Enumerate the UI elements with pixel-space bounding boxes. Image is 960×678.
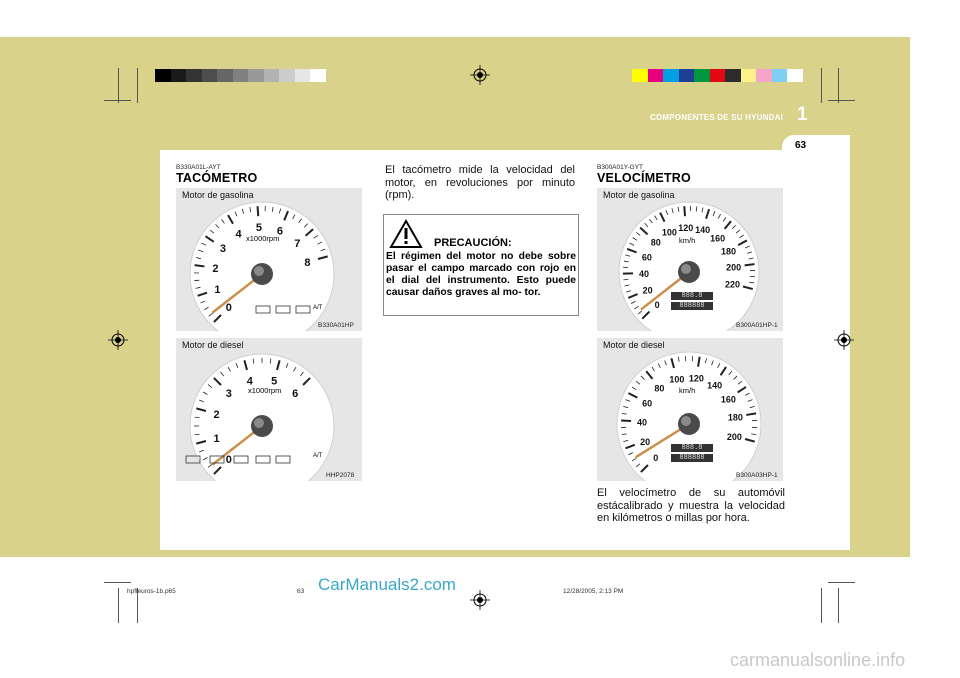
tick-label: 1 <box>214 284 221 297</box>
speedo-gas-unit: km/h <box>679 236 696 245</box>
color-bar <box>632 69 803 82</box>
tach-description: El tacómetro mide la velocidad del motor, en revoluciones por minuto (rpm). <box>385 164 575 201</box>
color-swatch <box>279 69 295 82</box>
color-swatch <box>202 69 218 82</box>
warning-triangle-icon <box>389 219 423 249</box>
tick-label: 7 <box>294 238 301 251</box>
crop-mark <box>828 100 855 101</box>
tick-label: 180 <box>727 412 743 423</box>
tick-label: 2 <box>212 262 219 275</box>
tach-diesel-label: Motor de diesel <box>182 340 244 350</box>
tach-gas-code: B330A01HP <box>318 322 354 329</box>
speedo-diesel-lcd-odo: 888888 <box>671 454 713 462</box>
tach-gas-unit: x1000rpm <box>246 234 280 243</box>
color-swatch <box>679 69 695 82</box>
color-swatch <box>295 69 311 82</box>
color-swatch <box>710 69 726 82</box>
footer-page: 63 <box>297 588 305 595</box>
color-swatch <box>772 69 788 82</box>
tach-diesel-unit: x1000rpm <box>248 386 282 395</box>
speedo-diesel-code: B300A03HP-1 <box>736 472 778 479</box>
crop-mark <box>821 68 822 103</box>
tach-diesel-code: HHP2078 <box>326 472 355 479</box>
tick-label: 3 <box>225 387 232 400</box>
tick-label: 140 <box>707 380 723 391</box>
color-swatch <box>310 69 326 82</box>
tach-diesel-dial <box>176 338 362 481</box>
tick-label: 80 <box>654 383 665 394</box>
speedo-heading: VELOCÍMETRO <box>597 171 691 185</box>
color-swatch <box>725 69 741 82</box>
registration-target-icon <box>470 590 490 610</box>
tick-label: 160 <box>720 394 736 405</box>
tick-label: 60 <box>642 398 653 409</box>
color-swatch <box>171 69 187 82</box>
color-swatch <box>694 69 710 82</box>
color-swatch <box>741 69 757 82</box>
caution-box <box>383 214 579 316</box>
tach-diesel-figure <box>176 338 362 481</box>
tick-label: 160 <box>710 233 726 244</box>
page-tab <box>782 135 850 157</box>
tick-label: 140 <box>695 225 711 236</box>
caution-title: PRECAUCIÓN: <box>434 237 512 249</box>
speedo-gas-label: Motor de gasolina <box>603 190 675 200</box>
speedo-code: B300A01Y-GYT <box>597 164 644 171</box>
major-tick <box>621 420 631 421</box>
tach-diesel-at: A/T <box>313 453 323 459</box>
tick-label: 200 <box>726 262 742 273</box>
tach-heading: TACÓMETRO <box>176 171 258 185</box>
color-swatch <box>155 69 171 82</box>
caution-text: El régimen del motor no debe sobre pasar el campo marcado con rojo en el dial del instrumento. Esto puede causar daños graves al mo- tor. <box>386 251 576 298</box>
crop-mark <box>137 68 138 103</box>
tick-label: 40 <box>637 417 648 428</box>
crop-mark <box>104 100 131 101</box>
crop-mark <box>118 68 119 103</box>
section-number: 1 <box>797 104 808 125</box>
speedo-gas-figure <box>597 188 783 331</box>
crop-mark <box>118 588 119 623</box>
tick-label: 80 <box>650 237 661 248</box>
crop-mark <box>838 588 839 623</box>
tach-gas-label: Motor de gasolina <box>182 190 254 200</box>
tick-label: 0 <box>225 302 232 315</box>
needle-hub-highlight <box>254 266 264 276</box>
footer-file: hpfleuros-1b.p65 <box>127 588 176 595</box>
speedo-gas-code: B300A01HP-1 <box>736 322 778 329</box>
needle-hub-highlight <box>681 264 691 274</box>
speedo-diesel-lcd-trip: 888.8 <box>671 444 713 452</box>
color-swatch <box>186 69 202 82</box>
tick-label: 180 <box>720 246 737 257</box>
color-swatch <box>233 69 249 82</box>
tick-label: 20 <box>642 285 653 296</box>
tach-gas-dial <box>176 188 362 331</box>
tach-gas-at: A/T <box>313 305 323 311</box>
color-swatch <box>663 69 679 82</box>
tick-label: 0 <box>225 454 232 467</box>
tick-label: 6 <box>292 387 299 400</box>
tach-gas-figure <box>176 188 362 331</box>
speedo-diesel-label: Motor de diesel <box>603 340 665 350</box>
tick-label: 20 <box>640 436 651 447</box>
speedo-gas-lcd-odo: 888888 <box>671 302 713 310</box>
needle-hub-highlight <box>681 416 691 426</box>
tach-code: B330A01L-AYT <box>176 164 221 171</box>
tick-label: 100 <box>669 374 685 385</box>
tick-label: 120 <box>678 223 694 234</box>
tick-label: 120 <box>688 373 704 384</box>
page-number: 63 <box>795 140 807 151</box>
needle-hub-highlight <box>254 418 264 428</box>
color-swatch <box>248 69 264 82</box>
major-tick <box>258 206 259 216</box>
footer-date: 12/28/2005, 2:13 PM <box>563 588 624 595</box>
speedo-diesel-figure <box>597 338 783 481</box>
tick-label: 5 <box>271 375 278 388</box>
crop-mark <box>828 582 855 583</box>
tick-label: 4 <box>246 375 253 388</box>
crop-mark <box>821 588 822 623</box>
tick-label: 40 <box>639 269 650 280</box>
tick-label: 100 <box>661 227 677 238</box>
registration-target-icon <box>108 330 128 350</box>
color-swatch <box>632 69 648 82</box>
registration-target-icon <box>470 65 490 85</box>
color-swatch <box>787 69 803 82</box>
color-swatch <box>756 69 772 82</box>
crop-mark <box>104 582 131 583</box>
tick-label: 4 <box>235 228 242 241</box>
tick-label: 5 <box>255 222 262 235</box>
major-tick <box>745 264 755 265</box>
tick-label: 3 <box>219 242 226 255</box>
tick-label: 0 <box>653 453 659 464</box>
major-tick <box>684 206 685 216</box>
speedo-diesel-unit: km/h <box>679 386 696 395</box>
color-swatch <box>648 69 664 82</box>
tick-label: 1 <box>213 433 220 446</box>
speedo-description: El velocímetro de su automóvil estácalibrado y muestra la velocidad en kilómetros o millas por hora. <box>597 487 785 524</box>
tick-label: 220 <box>724 279 740 290</box>
gray-color-bar <box>155 69 326 82</box>
tick-label: 8 <box>304 256 311 269</box>
color-swatch <box>217 69 233 82</box>
speedo-gas-lcd-trip: 888.8 <box>671 292 713 300</box>
color-swatch <box>264 69 280 82</box>
major-tick <box>195 265 205 266</box>
brand-link[interactable]: CarManuals2.com <box>318 575 456 594</box>
tick-label: 6 <box>276 225 284 238</box>
tick-label: 0 <box>654 299 660 310</box>
tick-label: 60 <box>641 252 652 263</box>
crop-mark <box>838 68 839 103</box>
watermark-link[interactable]: carmanualsonline.info <box>730 650 906 670</box>
tick-label: 200 <box>726 432 742 443</box>
registration-target-icon <box>834 330 854 350</box>
tick-label: 2 <box>213 408 220 421</box>
section-title: COMPONENTES DE SU HYUNDAI <box>650 113 784 122</box>
